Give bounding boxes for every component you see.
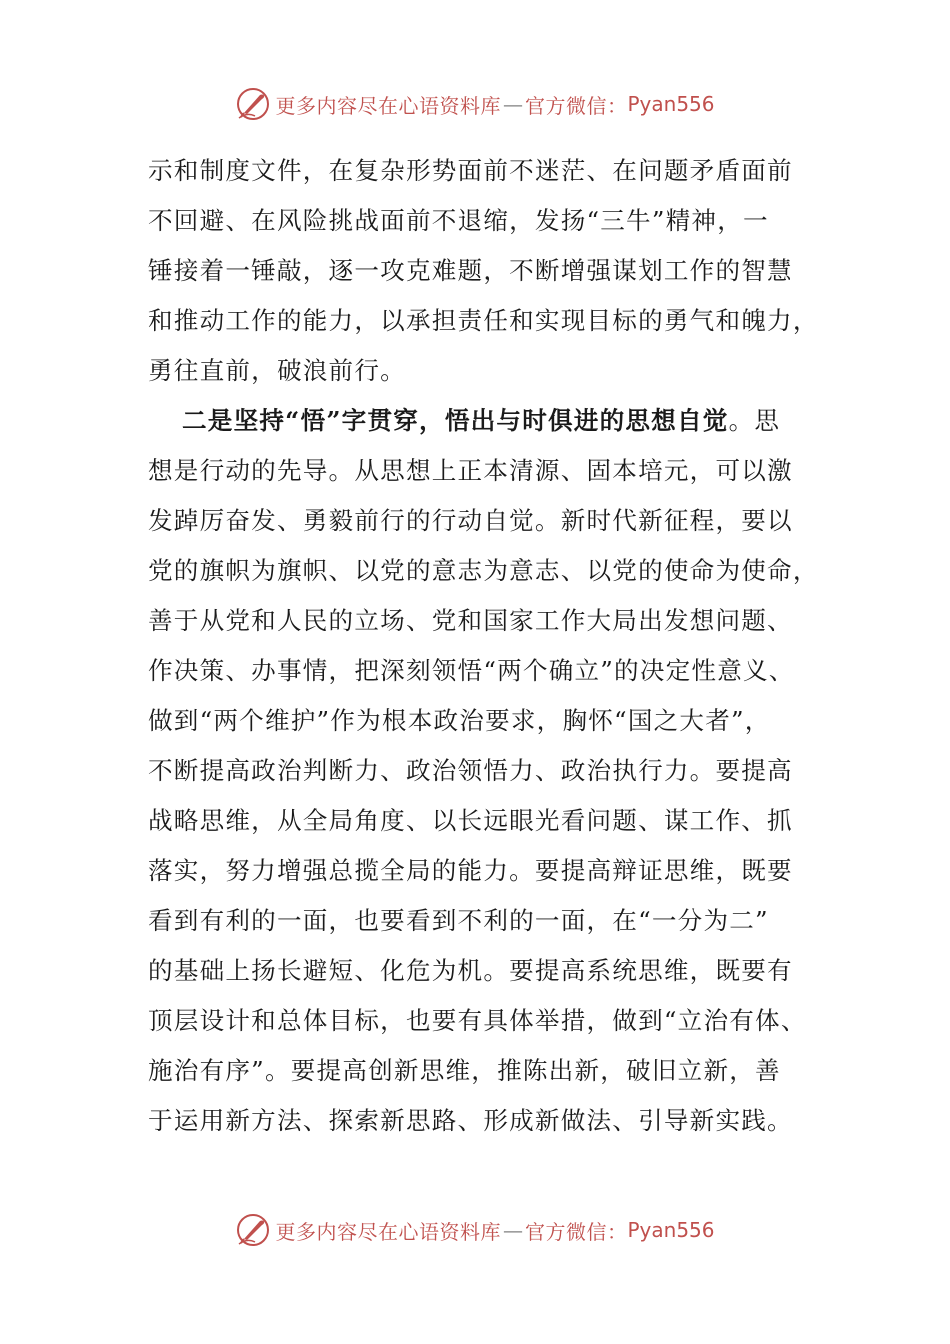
text-line: 示和制度文件，在复杂形势面前不迷茫、在问题矛盾面前	[148, 156, 793, 185]
header-banner	[0, 84, 950, 124]
banner-separator: —	[502, 92, 523, 116]
banner-wechat-id: Pyan556	[627, 92, 715, 116]
text-line: 战略思维，从全局角度、以长远眼光看问题、谋工作、抓	[148, 806, 793, 835]
text-line: 于运用新方法、探索新思路、形成新做法、引导新实践。	[148, 1106, 793, 1135]
section-heading: 二是坚持“悟”字贯穿，悟出与时俱进的思想自觉	[182, 406, 729, 435]
text-line: 施治有序”。要提高创新思维，推陈出新，破旧立新，善	[148, 1056, 781, 1085]
text-line: 作决策、办事情，把深刻领悟“两个确立”的决定性意义、	[148, 656, 795, 685]
text-line: 不回避、在风险挑战面前不退缩，发扬“三牛”精神，一	[148, 206, 769, 235]
footer-banner	[0, 1210, 950, 1250]
text-line: 的基础上扬长避短、化危为机。要提高系统思维，既要有	[148, 956, 793, 985]
text-line: 锤接着一锤敲，逐一攻克难题，不断增强谋划工作的智慧	[148, 256, 793, 285]
document-body	[148, 146, 819, 1146]
text-line: 善于从党和人民的立场、党和国家工作大局出发想问题、	[148, 606, 793, 635]
paragraph-heading-line: 二是坚持“悟”字贯穿，悟出与时俱进的思想自觉。思	[182, 406, 781, 435]
text-line: 不断提高政治判断力、政治领悟力、政治执行力。要提高	[148, 756, 793, 785]
quill-pen-icon	[235, 1212, 271, 1248]
text-line: 看到有利的一面，也要看到不利的一面，在“一分为二”	[148, 906, 769, 935]
text-line: 落实，努力增强总揽全局的能力。要提高辩证思维，既要	[148, 856, 793, 885]
text-line: 做到“两个维护”作为根本政治要求，胸怀“国之大者”，	[148, 706, 771, 735]
banner-wechat-id: Pyan556	[627, 1218, 715, 1242]
quill-pen-icon	[235, 86, 271, 122]
text-line: 勇往直前，破浪前行。	[148, 356, 406, 385]
text-line: 和推动工作的能力，以承担责任和实现目标的勇气和魄力，	[148, 306, 819, 335]
text-line: 发踔厉奋发、勇毅前行的行动自觉。新时代新征程，要以	[148, 506, 793, 535]
text-line: 想是行动的先导。从思想上正本清源、固本培元，可以激	[148, 456, 793, 485]
banner-contact-label: 官方微信：	[524, 1219, 628, 1244]
text-line: 党的旗帜为旗帜、以党的意志为意志、以党的使命为使命，	[148, 556, 819, 585]
banner-separator: —	[502, 1218, 523, 1242]
banner-site-text: 更多内容尽在心语资料库	[275, 93, 501, 118]
text-line: 顶层设计和总体目标，也要有具体举措，做到“立治有体、	[148, 1006, 807, 1035]
banner-contact-label: 官方微信：	[524, 93, 628, 118]
banner-site-text: 更多内容尽在心语资料库	[275, 1219, 501, 1244]
